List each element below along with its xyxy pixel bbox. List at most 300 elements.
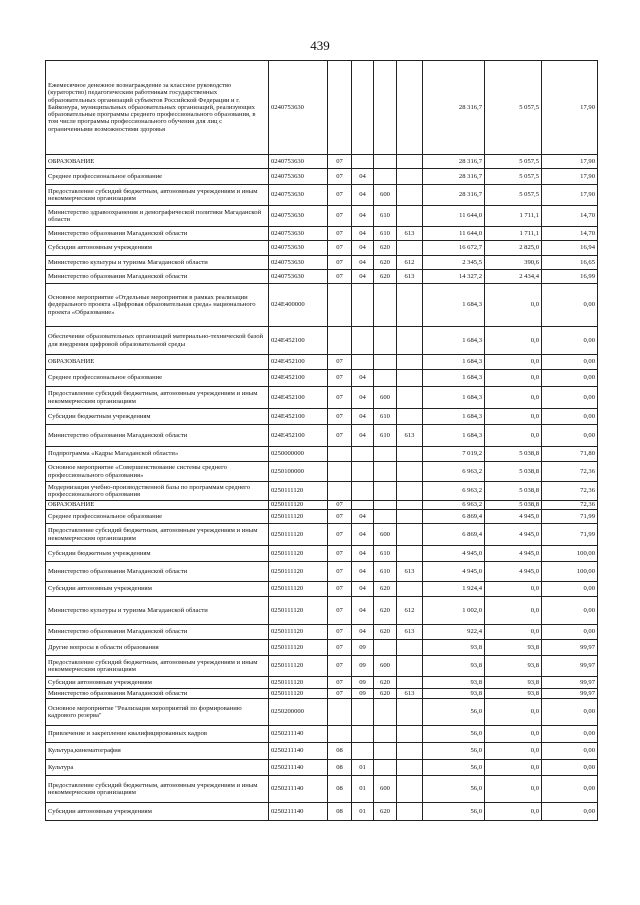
section-code-cell: 07 bbox=[328, 501, 352, 510]
target-article-cell: 0250111120 bbox=[269, 640, 328, 656]
execution-percent-cell: 0,00 bbox=[542, 284, 598, 327]
target-article-cell: 0250111120 bbox=[269, 597, 328, 625]
subsection-code-cell: 01 bbox=[352, 760, 374, 776]
section-code-cell: 08 bbox=[328, 776, 352, 803]
execution-percent-cell: 0,00 bbox=[542, 625, 598, 640]
row-name-cell: Субсидии бюджетным учреждениям bbox=[46, 546, 269, 562]
execution-percent-cell: 17,90 bbox=[542, 185, 598, 206]
planned-amount-cell: 1 684,3 bbox=[423, 284, 485, 327]
execution-percent-cell: 72,36 bbox=[542, 501, 598, 510]
executed-amount-cell: 5 057,5 bbox=[485, 169, 542, 185]
row-name-cell: Культура bbox=[46, 760, 269, 776]
expense-type-cell: 610 bbox=[374, 206, 397, 227]
expense-type-cell: 620 bbox=[374, 597, 397, 625]
target-article-cell: 024E452100 bbox=[269, 370, 328, 387]
section-code-cell: 07 bbox=[328, 625, 352, 640]
row-name-cell: Предоставление субсидий бюджетным, автономным учреждениям и иным некоммерческим организациям bbox=[46, 656, 269, 677]
department-code-cell bbox=[397, 370, 423, 387]
table-row bbox=[46, 409, 598, 425]
expense-type-cell: 620 bbox=[374, 241, 397, 256]
row-name-cell: Основное мероприятие "Реализация мероприятий по формированию кадрового резерва" bbox=[46, 699, 269, 726]
expense-type-cell: 600 bbox=[374, 387, 397, 409]
executed-amount-cell: 5 038,8 bbox=[485, 501, 542, 510]
section-code-cell: 07 bbox=[328, 355, 352, 370]
expense-type-cell bbox=[374, 61, 397, 155]
table-row bbox=[46, 370, 598, 387]
execution-percent-cell: 0,00 bbox=[542, 582, 598, 597]
section-code-cell: 07 bbox=[328, 677, 352, 689]
planned-amount-cell: 16 672,7 bbox=[423, 241, 485, 256]
subsection-code-cell: 04 bbox=[352, 625, 374, 640]
department-code-cell bbox=[397, 656, 423, 677]
execution-percent-cell: 71,80 bbox=[542, 447, 598, 462]
department-code-cell bbox=[397, 387, 423, 409]
execution-percent-cell: 0,00 bbox=[542, 597, 598, 625]
expense-type-cell: 620 bbox=[374, 803, 397, 821]
planned-amount-cell: 1 924,4 bbox=[423, 582, 485, 597]
execution-percent-cell: 0,00 bbox=[542, 370, 598, 387]
subsection-code-cell bbox=[352, 327, 374, 355]
planned-amount-cell: 11 644,0 bbox=[423, 227, 485, 241]
executed-amount-cell: 0,0 bbox=[485, 387, 542, 409]
target-article-cell: 0240753630 bbox=[269, 61, 328, 155]
table-row bbox=[46, 803, 598, 821]
executed-amount-cell: 0,0 bbox=[485, 355, 542, 370]
planned-amount-cell: 922,4 bbox=[423, 625, 485, 640]
section-code-cell: 07 bbox=[328, 169, 352, 185]
target-article-cell: 0250111120 bbox=[269, 677, 328, 689]
row-name-cell: Министерство культуры и туризма Магаданской области bbox=[46, 256, 269, 270]
table-row bbox=[46, 640, 598, 656]
subsection-code-cell bbox=[352, 726, 374, 743]
department-code-cell bbox=[397, 61, 423, 155]
department-code-cell bbox=[397, 546, 423, 562]
department-code-cell bbox=[397, 482, 423, 501]
executed-amount-cell: 0,0 bbox=[485, 327, 542, 355]
planned-amount-cell: 1 684,3 bbox=[423, 387, 485, 409]
target-article-cell: 0250111120 bbox=[269, 562, 328, 582]
department-code-cell bbox=[397, 185, 423, 206]
executed-amount-cell: 0,0 bbox=[485, 743, 542, 760]
section-code-cell: 07 bbox=[328, 640, 352, 656]
section-code-cell: 07 bbox=[328, 425, 352, 447]
subsection-code-cell: 04 bbox=[352, 582, 374, 597]
expense-type-cell: 600 bbox=[374, 656, 397, 677]
row-name-cell: Министерство образования Магаданской области bbox=[46, 270, 269, 284]
execution-percent-cell: 0,00 bbox=[542, 355, 598, 370]
department-code-cell: 613 bbox=[397, 562, 423, 582]
expense-type-cell: 620 bbox=[374, 270, 397, 284]
row-name-cell: Субсидии автономным учреждениям bbox=[46, 677, 269, 689]
section-code-cell bbox=[328, 284, 352, 327]
row-name-cell: Министерство образования Магаданской области bbox=[46, 227, 269, 241]
planned-amount-cell: 28 316,7 bbox=[423, 185, 485, 206]
subsection-code-cell: 09 bbox=[352, 656, 374, 677]
section-code-cell: 07 bbox=[328, 524, 352, 546]
section-code-cell: 07 bbox=[328, 597, 352, 625]
target-article-cell: 0250111120 bbox=[269, 656, 328, 677]
target-article-cell: 0250211140 bbox=[269, 803, 328, 821]
execution-percent-cell: 100,00 bbox=[542, 546, 598, 562]
target-article-cell: 0250111120 bbox=[269, 582, 328, 597]
expense-type-cell bbox=[374, 447, 397, 462]
planned-amount-cell: 93,8 bbox=[423, 689, 485, 699]
department-code-cell bbox=[397, 501, 423, 510]
execution-percent-cell: 14,70 bbox=[542, 206, 598, 227]
executed-amount-cell: 4 945,0 bbox=[485, 524, 542, 546]
table-row bbox=[46, 760, 598, 776]
table-row bbox=[46, 61, 598, 155]
target-article-cell: 0250211140 bbox=[269, 776, 328, 803]
expense-type-cell bbox=[374, 743, 397, 760]
table-row bbox=[46, 656, 598, 677]
executed-amount-cell: 390,6 bbox=[485, 256, 542, 270]
target-article-cell: 0250111120 bbox=[269, 524, 328, 546]
row-name-cell: Предоставление субсидий бюджетным, автономным учреждениям и иным некоммерческим организациям bbox=[46, 185, 269, 206]
department-code-cell: 613 bbox=[397, 689, 423, 699]
table-row bbox=[46, 597, 598, 625]
executed-amount-cell: 2 825,0 bbox=[485, 241, 542, 256]
table-row bbox=[46, 776, 598, 803]
execution-percent-cell: 0,00 bbox=[542, 425, 598, 447]
target-article-cell: 0250211140 bbox=[269, 726, 328, 743]
table-row bbox=[46, 625, 598, 640]
planned-amount-cell: 6 963,2 bbox=[423, 462, 485, 482]
execution-percent-cell: 0,00 bbox=[542, 803, 598, 821]
section-code-cell bbox=[328, 482, 352, 501]
execution-percent-cell: 72,36 bbox=[542, 462, 598, 482]
expense-type-cell bbox=[374, 370, 397, 387]
planned-amount-cell: 7 019,2 bbox=[423, 447, 485, 462]
target-article-cell: 0250100000 bbox=[269, 462, 328, 482]
department-code-cell: 613 bbox=[397, 425, 423, 447]
planned-amount-cell: 14 327,2 bbox=[423, 270, 485, 284]
row-name-cell: Основное мероприятие «Совершенствование системы среднего профессионального образования» bbox=[46, 462, 269, 482]
executed-amount-cell: 0,0 bbox=[485, 726, 542, 743]
table-row bbox=[46, 482, 598, 501]
department-code-cell bbox=[397, 155, 423, 169]
target-article-cell: 0240753630 bbox=[269, 185, 328, 206]
subsection-code-cell: 04 bbox=[352, 185, 374, 206]
table-row bbox=[46, 726, 598, 743]
department-code-cell bbox=[397, 241, 423, 256]
row-name-cell: Среднее профессиональное образование bbox=[46, 510, 269, 524]
subsection-code-cell: 04 bbox=[352, 409, 374, 425]
execution-percent-cell: 0,00 bbox=[542, 699, 598, 726]
planned-amount-cell: 6 963,2 bbox=[423, 482, 485, 501]
target-article-cell: 024E452100 bbox=[269, 387, 328, 409]
executed-amount-cell: 5 038,8 bbox=[485, 482, 542, 501]
table-row bbox=[46, 227, 598, 241]
row-name-cell: Подпрограмма «Кадры Магаданской области» bbox=[46, 447, 269, 462]
department-code-cell bbox=[397, 355, 423, 370]
section-code-cell: 07 bbox=[328, 656, 352, 677]
department-code-cell bbox=[397, 776, 423, 803]
planned-amount-cell: 1 684,3 bbox=[423, 409, 485, 425]
planned-amount-cell: 56,0 bbox=[423, 803, 485, 821]
section-code-cell: 07 bbox=[328, 409, 352, 425]
target-article-cell: 0250111120 bbox=[269, 482, 328, 501]
expense-type-cell bbox=[374, 640, 397, 656]
planned-amount-cell: 2 345,5 bbox=[423, 256, 485, 270]
expense-type-cell: 620 bbox=[374, 689, 397, 699]
department-code-cell bbox=[397, 462, 423, 482]
row-name-cell: Основное мероприятие «Отдельные мероприятия в рамках реализации федерального проекта «Цифровая образовательная среда» национального проекта «Образование» bbox=[46, 284, 269, 327]
table-row bbox=[46, 425, 598, 447]
expense-type-cell bbox=[374, 510, 397, 524]
expense-type-cell bbox=[374, 501, 397, 510]
row-name-cell: Обеспечение образовательных организаций материально-технической базой для внедрения цифровой образовательной среды bbox=[46, 327, 269, 355]
planned-amount-cell: 1 684,3 bbox=[423, 425, 485, 447]
subsection-code-cell: 04 bbox=[352, 597, 374, 625]
execution-percent-cell: 0,00 bbox=[542, 776, 598, 803]
planned-amount-cell: 93,8 bbox=[423, 640, 485, 656]
executed-amount-cell: 1 711,1 bbox=[485, 227, 542, 241]
budget-execution-table bbox=[45, 60, 598, 821]
expense-type-cell: 600 bbox=[374, 185, 397, 206]
table-row bbox=[46, 582, 598, 597]
section-code-cell bbox=[328, 61, 352, 155]
planned-amount-cell: 93,8 bbox=[423, 677, 485, 689]
table-body bbox=[46, 61, 598, 821]
subsection-code-cell bbox=[352, 699, 374, 726]
execution-percent-cell: 100,00 bbox=[542, 562, 598, 582]
row-name-cell: Модернизация учебно-производственной базы по программам среднего профессионального образования bbox=[46, 482, 269, 501]
execution-percent-cell: 71,99 bbox=[542, 510, 598, 524]
executed-amount-cell: 5 057,5 bbox=[485, 61, 542, 155]
row-name-cell: Привлечение и закрепление квалифицированных кадров bbox=[46, 726, 269, 743]
department-code-cell bbox=[397, 743, 423, 760]
execution-percent-cell: 16,99 bbox=[542, 270, 598, 284]
expense-type-cell bbox=[374, 726, 397, 743]
subsection-code-cell: 04 bbox=[352, 227, 374, 241]
target-article-cell: 0240753630 bbox=[269, 155, 328, 169]
page-number: 439 bbox=[310, 38, 330, 53]
execution-percent-cell: 0,00 bbox=[542, 409, 598, 425]
target-article-cell: 0250111120 bbox=[269, 546, 328, 562]
subsection-code-cell: 04 bbox=[352, 562, 374, 582]
subsection-code-cell: 04 bbox=[352, 370, 374, 387]
table-row bbox=[46, 241, 598, 256]
department-code-cell bbox=[397, 640, 423, 656]
section-code-cell bbox=[328, 726, 352, 743]
executed-amount-cell: 0,0 bbox=[485, 409, 542, 425]
target-article-cell: 0240753630 bbox=[269, 241, 328, 256]
row-name-cell: Субсидии автономным учреждениям bbox=[46, 241, 269, 256]
target-article-cell: 0240753630 bbox=[269, 256, 328, 270]
executed-amount-cell: 5 038,8 bbox=[485, 462, 542, 482]
expense-type-cell: 620 bbox=[374, 582, 397, 597]
execution-percent-cell: 71,99 bbox=[542, 524, 598, 546]
section-code-cell: 07 bbox=[328, 562, 352, 582]
execution-percent-cell: 99,97 bbox=[542, 640, 598, 656]
section-code-cell: 07 bbox=[328, 582, 352, 597]
target-article-cell: 0240753630 bbox=[269, 169, 328, 185]
department-code-cell bbox=[397, 447, 423, 462]
row-name-cell: Предоставление субсидий бюджетным, автономным учреждениям и иным некоммерческим организациям bbox=[46, 387, 269, 409]
planned-amount-cell: 1 684,3 bbox=[423, 370, 485, 387]
table-row bbox=[46, 743, 598, 760]
row-name-cell: Среднее профессиональное образование bbox=[46, 370, 269, 387]
expense-type-cell: 610 bbox=[374, 425, 397, 447]
execution-percent-cell: 99,97 bbox=[542, 689, 598, 699]
subsection-code-cell: 01 bbox=[352, 803, 374, 821]
planned-amount-cell: 56,0 bbox=[423, 776, 485, 803]
executed-amount-cell: 5 038,8 bbox=[485, 447, 542, 462]
planned-amount-cell: 1 684,3 bbox=[423, 355, 485, 370]
table-row bbox=[46, 677, 598, 689]
department-code-cell bbox=[397, 169, 423, 185]
section-code-cell: 07 bbox=[328, 256, 352, 270]
department-code-cell bbox=[397, 803, 423, 821]
planned-amount-cell: 11 644,0 bbox=[423, 206, 485, 227]
row-name-cell: Министерство образования Магаданской области bbox=[46, 425, 269, 447]
table-row bbox=[46, 562, 598, 582]
planned-amount-cell: 56,0 bbox=[423, 760, 485, 776]
department-code-cell: 612 bbox=[397, 597, 423, 625]
planned-amount-cell: 1 684,3 bbox=[423, 327, 485, 355]
row-name-cell: Министерство культуры и туризма Магаданской области bbox=[46, 597, 269, 625]
table-row bbox=[46, 689, 598, 699]
planned-amount-cell: 1 002,0 bbox=[423, 597, 485, 625]
row-name-cell: Предоставление субсидий бюджетным, автономным учреждениям и иным некоммерческим организациям bbox=[46, 524, 269, 546]
execution-percent-cell: 0,00 bbox=[542, 726, 598, 743]
execution-percent-cell: 72,36 bbox=[542, 482, 598, 501]
table-row bbox=[46, 501, 598, 510]
target-article-cell: 0250111120 bbox=[269, 501, 328, 510]
section-code-cell: 07 bbox=[328, 155, 352, 169]
department-code-cell bbox=[397, 760, 423, 776]
executed-amount-cell: 0,0 bbox=[485, 370, 542, 387]
department-code-cell bbox=[397, 582, 423, 597]
planned-amount-cell: 28 316,7 bbox=[423, 155, 485, 169]
table-row bbox=[46, 155, 598, 169]
department-code-cell bbox=[397, 206, 423, 227]
subsection-code-cell bbox=[352, 462, 374, 482]
target-article-cell: 0240753630 bbox=[269, 206, 328, 227]
executed-amount-cell: 0,0 bbox=[485, 776, 542, 803]
expense-type-cell bbox=[374, 699, 397, 726]
execution-percent-cell: 17,90 bbox=[542, 169, 598, 185]
planned-amount-cell: 56,0 bbox=[423, 699, 485, 726]
department-code-cell: 613 bbox=[397, 270, 423, 284]
section-code-cell: 07 bbox=[328, 270, 352, 284]
subsection-code-cell bbox=[352, 482, 374, 501]
department-code-cell bbox=[397, 409, 423, 425]
subsection-code-cell bbox=[352, 284, 374, 327]
expense-type-cell bbox=[374, 327, 397, 355]
target-article-cell: 024E400000 bbox=[269, 284, 328, 327]
department-code-cell bbox=[397, 726, 423, 743]
expense-type-cell: 600 bbox=[374, 776, 397, 803]
execution-percent-cell: 99,97 bbox=[542, 656, 598, 677]
row-name-cell: Субсидии бюджетным учреждениям bbox=[46, 409, 269, 425]
target-article-cell: 0250211140 bbox=[269, 743, 328, 760]
department-code-cell: 613 bbox=[397, 625, 423, 640]
subsection-code-cell: 04 bbox=[352, 270, 374, 284]
subsection-code-cell: 09 bbox=[352, 677, 374, 689]
row-name-cell: Ежемесячное денежное вознаграждение за классное руководство (кураторство) педагогическим работникам государственных образовательных организаций субъектов Российской Федерации и г. Байконура, муниципальных образовательных организаций, реализующих образовательные программы среднего профессионального образования, в том числе программы профессионального обучения для лиц с ограниченными возможностями здоровья bbox=[46, 61, 269, 155]
department-code-cell bbox=[397, 699, 423, 726]
executed-amount-cell: 0,0 bbox=[485, 699, 542, 726]
row-name-cell: Министерство образования Магаданской области bbox=[46, 562, 269, 582]
subsection-code-cell: 04 bbox=[352, 546, 374, 562]
department-code-cell bbox=[397, 524, 423, 546]
department-code-cell bbox=[397, 327, 423, 355]
subsection-code-cell bbox=[352, 743, 374, 760]
subsection-code-cell bbox=[352, 501, 374, 510]
planned-amount-cell: 56,0 bbox=[423, 726, 485, 743]
section-code-cell: 07 bbox=[328, 689, 352, 699]
table-row bbox=[46, 524, 598, 546]
executed-amount-cell: 0,0 bbox=[485, 425, 542, 447]
section-code-cell: 07 bbox=[328, 510, 352, 524]
row-name-cell: Министерство образования Магаданской области bbox=[46, 625, 269, 640]
target-article-cell: 0240753630 bbox=[269, 227, 328, 241]
executed-amount-cell: 0,0 bbox=[485, 284, 542, 327]
subsection-code-cell: 09 bbox=[352, 689, 374, 699]
target-article-cell: 0250000000 bbox=[269, 447, 328, 462]
expense-type-cell: 620 bbox=[374, 256, 397, 270]
planned-amount-cell: 6 963,2 bbox=[423, 501, 485, 510]
section-code-cell bbox=[328, 462, 352, 482]
expense-type-cell: 610 bbox=[374, 562, 397, 582]
department-code-cell bbox=[397, 284, 423, 327]
executed-amount-cell: 0,0 bbox=[485, 625, 542, 640]
planned-amount-cell: 93,8 bbox=[423, 656, 485, 677]
row-name-cell: Министерство образования Магаданской области bbox=[46, 689, 269, 699]
row-name-cell: ОБРАЗОВАНИЕ bbox=[46, 355, 269, 370]
section-code-cell: 07 bbox=[328, 370, 352, 387]
execution-percent-cell: 16,94 bbox=[542, 241, 598, 256]
table-row bbox=[46, 185, 598, 206]
execution-percent-cell: 99,97 bbox=[542, 677, 598, 689]
section-code-cell: 07 bbox=[328, 206, 352, 227]
executed-amount-cell: 2 434,4 bbox=[485, 270, 542, 284]
target-article-cell: 0250200000 bbox=[269, 699, 328, 726]
section-code-cell bbox=[328, 447, 352, 462]
planned-amount-cell: 56,0 bbox=[423, 743, 485, 760]
expense-type-cell: 610 bbox=[374, 546, 397, 562]
expense-type-cell: 600 bbox=[374, 524, 397, 546]
section-code-cell: 07 bbox=[328, 185, 352, 206]
target-article-cell: 024E452100 bbox=[269, 425, 328, 447]
executed-amount-cell: 5 057,5 bbox=[485, 185, 542, 206]
executed-amount-cell: 1 711,1 bbox=[485, 206, 542, 227]
expense-type-cell: 610 bbox=[374, 409, 397, 425]
execution-percent-cell: 0,00 bbox=[542, 387, 598, 409]
planned-amount-cell: 28 316,7 bbox=[423, 61, 485, 155]
subsection-code-cell: 04 bbox=[352, 425, 374, 447]
target-article-cell: 024E452100 bbox=[269, 355, 328, 370]
executed-amount-cell: 0,0 bbox=[485, 582, 542, 597]
department-code-cell: 612 bbox=[397, 256, 423, 270]
section-code-cell: 08 bbox=[328, 803, 352, 821]
subsection-code-cell bbox=[352, 447, 374, 462]
subsection-code-cell: 04 bbox=[352, 256, 374, 270]
subsection-code-cell: 04 bbox=[352, 387, 374, 409]
executed-amount-cell: 0,0 bbox=[485, 803, 542, 821]
executed-amount-cell: 0,0 bbox=[485, 597, 542, 625]
target-article-cell: 0250111120 bbox=[269, 689, 328, 699]
execution-percent-cell: 17,90 bbox=[542, 155, 598, 169]
section-code-cell: 08 bbox=[328, 743, 352, 760]
expense-type-cell bbox=[374, 462, 397, 482]
table-row bbox=[46, 256, 598, 270]
expense-type-cell: 620 bbox=[374, 625, 397, 640]
table-row bbox=[46, 447, 598, 462]
row-name-cell: ОБРАЗОВАНИЕ bbox=[46, 501, 269, 510]
